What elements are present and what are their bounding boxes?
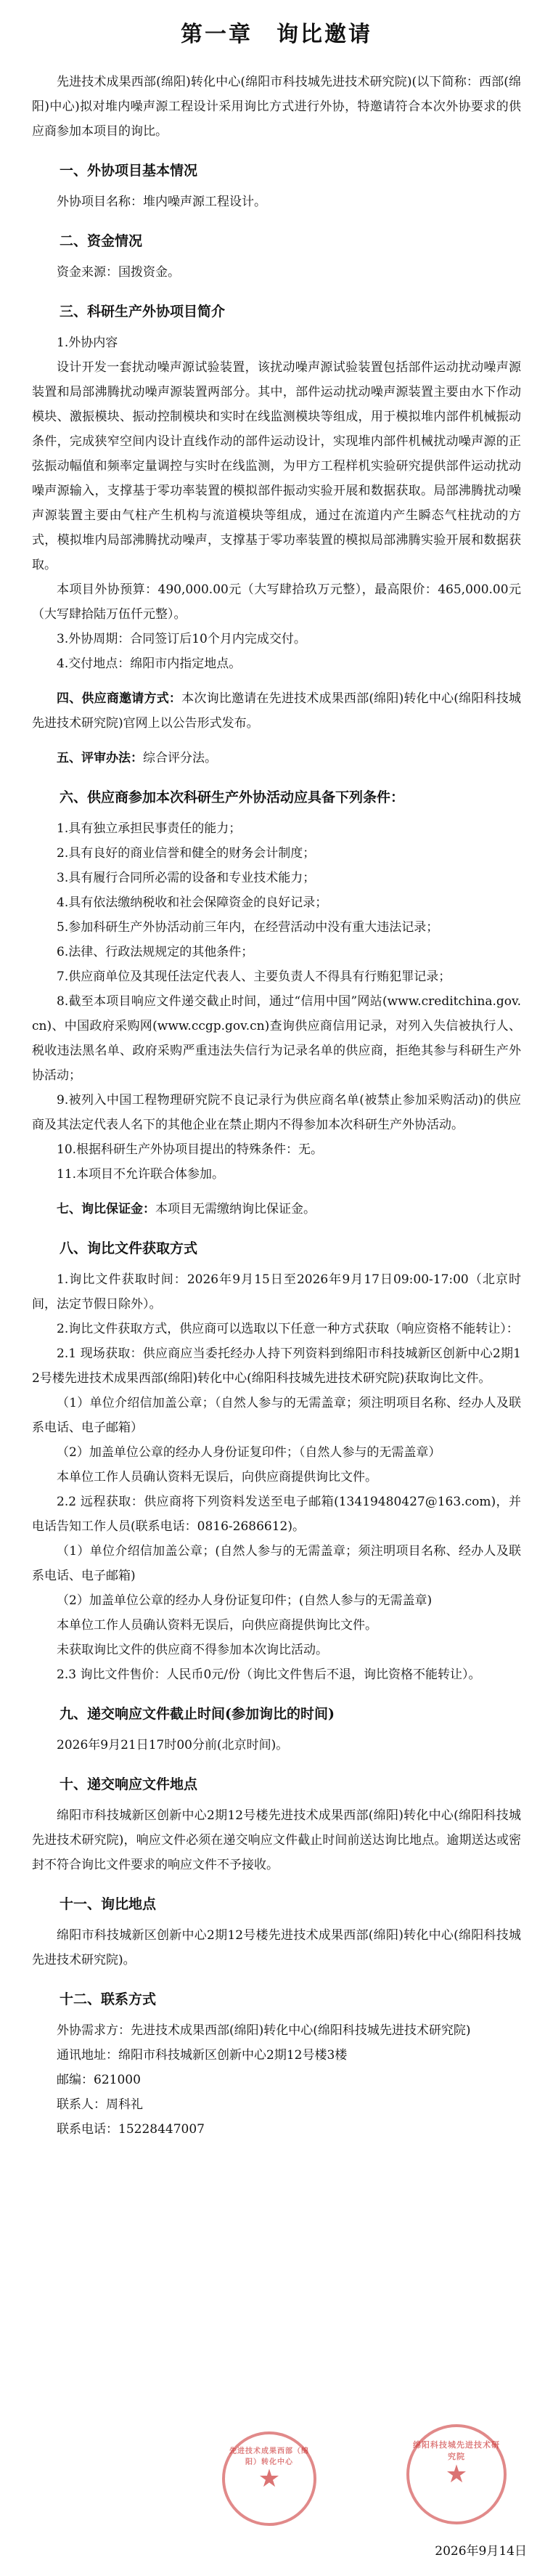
onsite-material-2: （2）加盖单位公章的经办人身份证复印件；（自然人参与的无需盖章） (57, 1445, 441, 1460)
condition-item: 7.供应商单位及其现任法定代表人、主要负责人不得具有行贿犯罪记录； (57, 970, 451, 984)
section-4 (32, 686, 521, 736)
inquiry-place: 绵阳市科技城新区创新中心2期12号楼先进技术成果西部(绵阳)转化中心(绵阳科技城先进技术研究院)。 (32, 1928, 521, 1967)
onsite-obtain: 2.1 现场获取：供应商应当委托经办人持下列资料到绵阳市科技城新区创新中心2期12号楼先进技术成果西部(绵阳)转化中心(绵阳科技城先进技术研究院)获取询比文件。 (32, 1346, 521, 1386)
delivery-place: 4.交付地点：绵阳市内指定地点。 (57, 657, 242, 671)
issue-date: 2026年9月14日 (435, 2544, 527, 2559)
condition-item: 8.截至本项目响应文件递交截止时间，通过“信用中国”网站(www.creditchina.gov.cn)、中国政府采购网(www.ccgp.gov.cn)查询供应商信用记录，对列入失信被执行人、税收违法黑名单、政府采购严重违法失信行为记录名单的供应商，拒绝其参与科研生产外协活动； (32, 994, 521, 1083)
project-name: 外协项目名称：堆内噪声源工程设计。 (57, 195, 266, 209)
section-8-heading: 八、询比文件获取方式 (60, 1240, 198, 1256)
section-7 (32, 1197, 521, 1222)
official-seal-left (222, 2431, 316, 2526)
contact-person: 联系人：周科礼 (57, 2097, 143, 2112)
section-11-heading: 十一、询比地点 (60, 1896, 157, 1912)
doc-obtain-time: 1.询比文件获取时间：2026年9月15日至2026年9月17日09:00-17:00（北京时间，法定节假日除外）。 (32, 1272, 521, 1312)
condition-item: 4.具有依法缴纳税收和社会保障资金的良好记录； (57, 895, 328, 910)
deposit: 本项目无需缴纳询比保证金。 (155, 1202, 316, 1216)
contact-party: 外协需求方：先进技术成果西部(绵阳)转化中心(绵阳科技城先进技术研究院) (57, 2023, 471, 2038)
evaluation-method: 综合评分法。 (143, 751, 217, 765)
section-10-heading: 十、递交响应文件地点 (60, 1776, 198, 1792)
condition-item: 5.参加科研生产外协活动前三年内，在经营活动中没有重大违法记录； (57, 920, 439, 935)
section-6-heading: 六、供应商参加本次科研生产外协活动应具备下列条件： (60, 789, 405, 805)
condition-item: 1.具有独立承担民事责任的能力； (57, 821, 242, 836)
seal-right-text: 绵阳科技城先进技术研究院 (413, 2440, 500, 2461)
budget: 本项目外协预算：490,000.00元（大写肆拾玖万元整），最高限价：465,000.00元（大写肆拾陆万伍仟元整）。 (32, 582, 521, 622)
submission-place: 绵阳市科技城新区创新中心2期12号楼先进技术成果西部(绵阳)转化中心(绵阳科技城先进技术研究院)，响应文件必须在递交响应文件截止时间前送达询比地点。逾期送达或密封不符合询比文件要求的响应文件不予接收。 (32, 1808, 521, 1872)
condition-item: 6.法律、行政法规规定的其他条件； (57, 945, 254, 959)
condition-item: 2.具有良好的商业信誉和健全的财务会计制度； (57, 846, 316, 861)
seal-left-text: 先进技术成果西部（绵阳）转化中心 (229, 2447, 309, 2466)
outsourcing-content-label: 1.外协内容 (57, 336, 118, 350)
section-7-heading: 七、询比保证金： (57, 1202, 155, 1216)
page-title: 第一章 询比邀请 (181, 22, 372, 47)
contact-address: 通讯地址：绵阳市科技城新区创新中心2期12号楼3楼 (57, 2048, 348, 2063)
no-doc-note: 未获取询比文件的供应商不得参加本次询比活动。 (57, 1643, 328, 1657)
remote-obtain: 2.2 远程获取：供应商将下列资料发送至电子邮箱(13419480427@163.com)，并电话告知工作人员(联系电话：0816-2686612)。 (32, 1495, 521, 1534)
section-4-heading: 四、供应商邀请方式： (57, 691, 182, 706)
official-seal-right (406, 2424, 507, 2524)
contact-phone: 联系电话：15228447007 (57, 2122, 205, 2137)
section-5-heading: 五、评审办法： (57, 751, 143, 765)
invitation-method: 本次询比邀请在先进技术成果西部(绵阳)转化中心(绵阳科技城先进技术研究院)官网上以公告形式发布。 (32, 691, 522, 731)
section-1-heading: 一、外协项目基本情况 (60, 163, 198, 179)
remote-note: 本单位工作人员确认资料无误后，向供应商提供询比文件。 (57, 1618, 377, 1633)
fund-source: 资金来源：国拨资金。 (57, 265, 180, 280)
condition-item: 3.具有履行合同所必需的设备和专业技术能力； (57, 871, 316, 885)
star-icon: ★ (258, 2464, 281, 2493)
remote-material-2: （2）加盖单位公章的经办人身份证复印件；(自然人参与的无需盖章) (57, 1593, 433, 1608)
deadline: 2026年9月21日17时00分前(北京时间)。 (57, 1738, 289, 1752)
section-5 (32, 746, 521, 771)
section-3-heading: 三、科研生产外协项目简介 (60, 304, 226, 320)
section-2-heading: 二、资金情况 (60, 233, 143, 249)
onsite-material-1: （1）单位介绍信加盖公章；（自然人参与的无需盖章；须注明项目名称、经办人及联系电话、电子邮箱） (32, 1396, 521, 1435)
star-icon: ★ (445, 2460, 468, 2489)
contact-postcode: 邮编：621000 (57, 2073, 141, 2087)
intro-paragraph: 先进技术成果西部(绵阳)转化中心(绵阳市科技城先进技术研究院)(以下简称：西部(绵阳)中心)拟对堆内噪声源工程设计采用询比方式进行外协，特邀请符合本次外协要求的供应商参加本项目的询比。 (32, 75, 521, 139)
remote-material-1: （1）单位介绍信加盖公章；(自然人参与的无需盖章；须注明项目名称、经办人及联系电话、电子邮箱) (32, 1544, 521, 1583)
condition-item: 11.本项目不允许联合体参加。 (57, 1167, 225, 1182)
outsourcing-content: 设计开发一套扰动噪声源试验装置，该扰动噪声源试验装置包括部件运动扰动噪声源装置和局部沸腾扰动噪声源装置两部分。其中，部件运动扰动噪声源装置主要由水下作动模块、激振模块、振动控制模块和实时在线监测模块等组成，用于模拟堆内部件机械振动条件，完成狭窄空间内设计直线作动的部件运动设计，实现堆内部件机械扰动噪声源的正弦振动幅值和频率定量调控与实时在线监测，为甲方工程样机实验研究提供部件运动扰动噪声源输入，支撑基于零功率装置的模拟部件振动实验开展和数据获取。局部沸腾扰动噪声源装置主要由气柱产生机构与流道模块等组成，通过在流道内产生瞬态气柱扰动的方式，模拟堆内局部沸腾扰动噪声，支撑基于零功率装置的模拟局部沸腾实验开展和数据获取。 (32, 360, 521, 572)
section-9-heading: 九、递交响应文件截止时间(参加询比的时间) (60, 1706, 335, 1722)
condition-item: 10.根据科研生产外协项目提出的特殊条件：无。 (57, 1142, 324, 1157)
doc-obtain-method: 2.询比文件获取方式，供应商可以选取以下任意一种方式获取（响应资格不能转让）： (57, 1322, 519, 1336)
condition-item: 9.被列入中国工程物理研究院不良记录行为供应商名单(被禁止参加采购活动)的供应商及其法定代表人名下的其他企业在禁止期内不得参加本次科研生产外协活动。 (32, 1093, 521, 1132)
onsite-note: 本单位工作人员确认资料无误后，向供应商提供询比文件。 (57, 1470, 377, 1484)
doc-price: 2.3 询比文件售价：人民币0元/份（询比文件售后不退，询比资格不能转让）。 (57, 1667, 481, 1682)
period: 3.外协周期：合同签订后10个月内完成交付。 (57, 632, 306, 646)
section-12-heading: 十二、联系方式 (60, 1991, 157, 2007)
